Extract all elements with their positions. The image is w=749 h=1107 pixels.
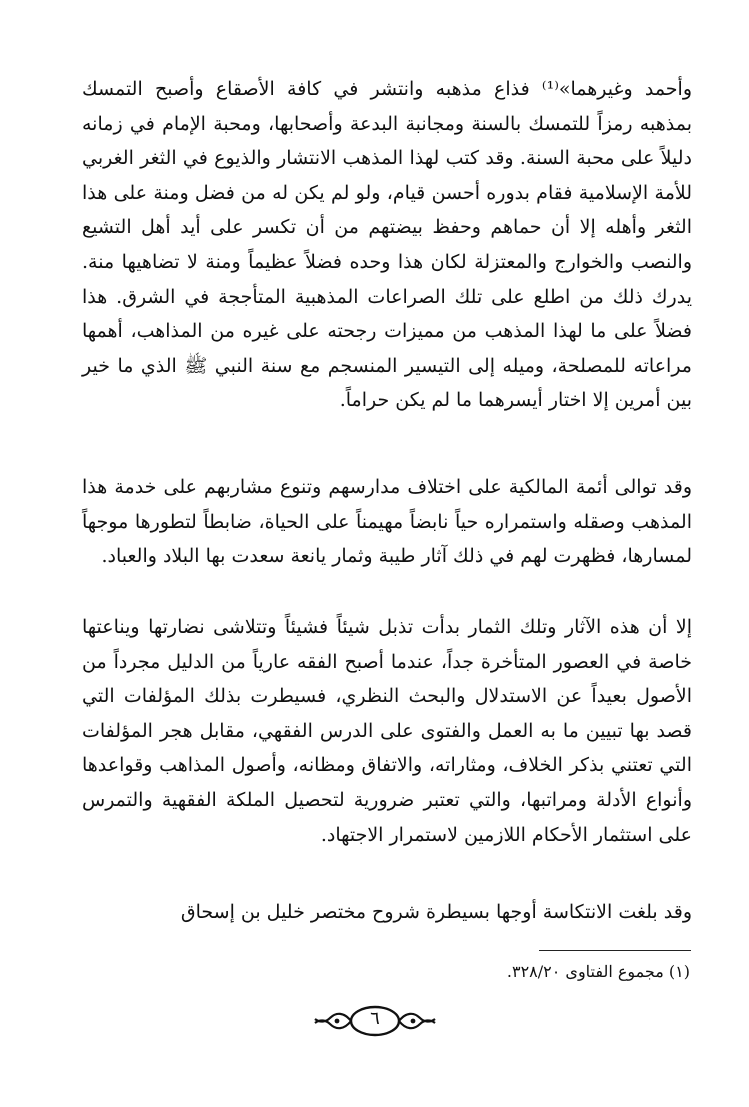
footnote-text: (١) مجموع الفتاوى ٣٢٨/٢٠. (506, 962, 690, 981)
paragraph-4: وقد بلغت الانتكاسة أوجها بسيطرة شروح مختصر خليل بن إسحاق (180, 901, 692, 923)
paragraph-1: وأحمد وغيرهما»⁽¹⁾ فذاع مذهبه وانتشر في كافة الأصقاع وأصبح التمسك بمذهبه رمزاً للتمسك بالسنة ومجانبة البدعة وأصحابها، ومحبة الإمام في زمانه دليلاً على محبة السنة. وقد كتب لهذا المذهب الانتشار والذيوع في الثغر الغربي للأمة الإسلامية فقام بدوره أحسن قيام، ولو لم يكن له من فضل ومنة على هذا الثغر وأهله إلا أن حماهم وحفظ بيضتهم من أن تكسر على أيد أهل التشيع والنصب والخوارج والمعتزلة لكان هذا وحده فضلاً عظيماً ومنة لا تضاهيها منة. يدرك ذلك من اطلع على تلك الصراعات المذهبية المتأججة في الشرق. هذا فضلاً على ما لهذا المذهب من مميزات رجحته على غيره من المذاهب، أهمها مراعاته للمصلحة، وميله إلى التيسير المنسجم مع سنة النبي ﷺ الذي ما خير بين أمرين إلا اختار أيسرهما ما لم يكن حراماً. (82, 78, 693, 412)
page-number: ٦ (370, 1008, 380, 1029)
paragraph-3: إلا أن هذه الآثار وتلك الثمار بدأت تذبل شيئاً فشيئاً وتتلاشى نضارتها ويناعتها خاصة في العصور المتأخرة جداً، عندما أصبح الفقه عارياً من الدليل مجرداً من الأصول بعيداً عن الاستدلال والبحث النظري، فسيطرت بذلك المؤلفات التي قصد بها تبيين ما به العمل والفتوى على الدرس الفقهي، مقابل هجر المؤلفات التي تعتني بذكر الخلاف، ومثاراته، والاتفاق ومظانه، وأصول المذاهب وقواعدها وأنواع الأدلة ومراتبها، والتي تعتبر ضرورية لتحصيل الملكة الفقهية والتمرس على استثمار الأحكام اللازمين لاستمرار الاجتهاد. (82, 616, 692, 846)
footnote-divider (539, 950, 691, 951)
paragraph-2: وقد توالى أئمة المالكية على اختلاف مدارسهم وتنوع مشاربهم على خدمة هذا المذهب وصقله واستمراره حياً نابضاً مهيمناً على الحياة، ضابطاً لتطورها موجهاً لمسارها، فظهرت لهم في ذلك آثار طيبة وثمار يانعة سعدت بها البلاد والعباد. (82, 476, 692, 568)
